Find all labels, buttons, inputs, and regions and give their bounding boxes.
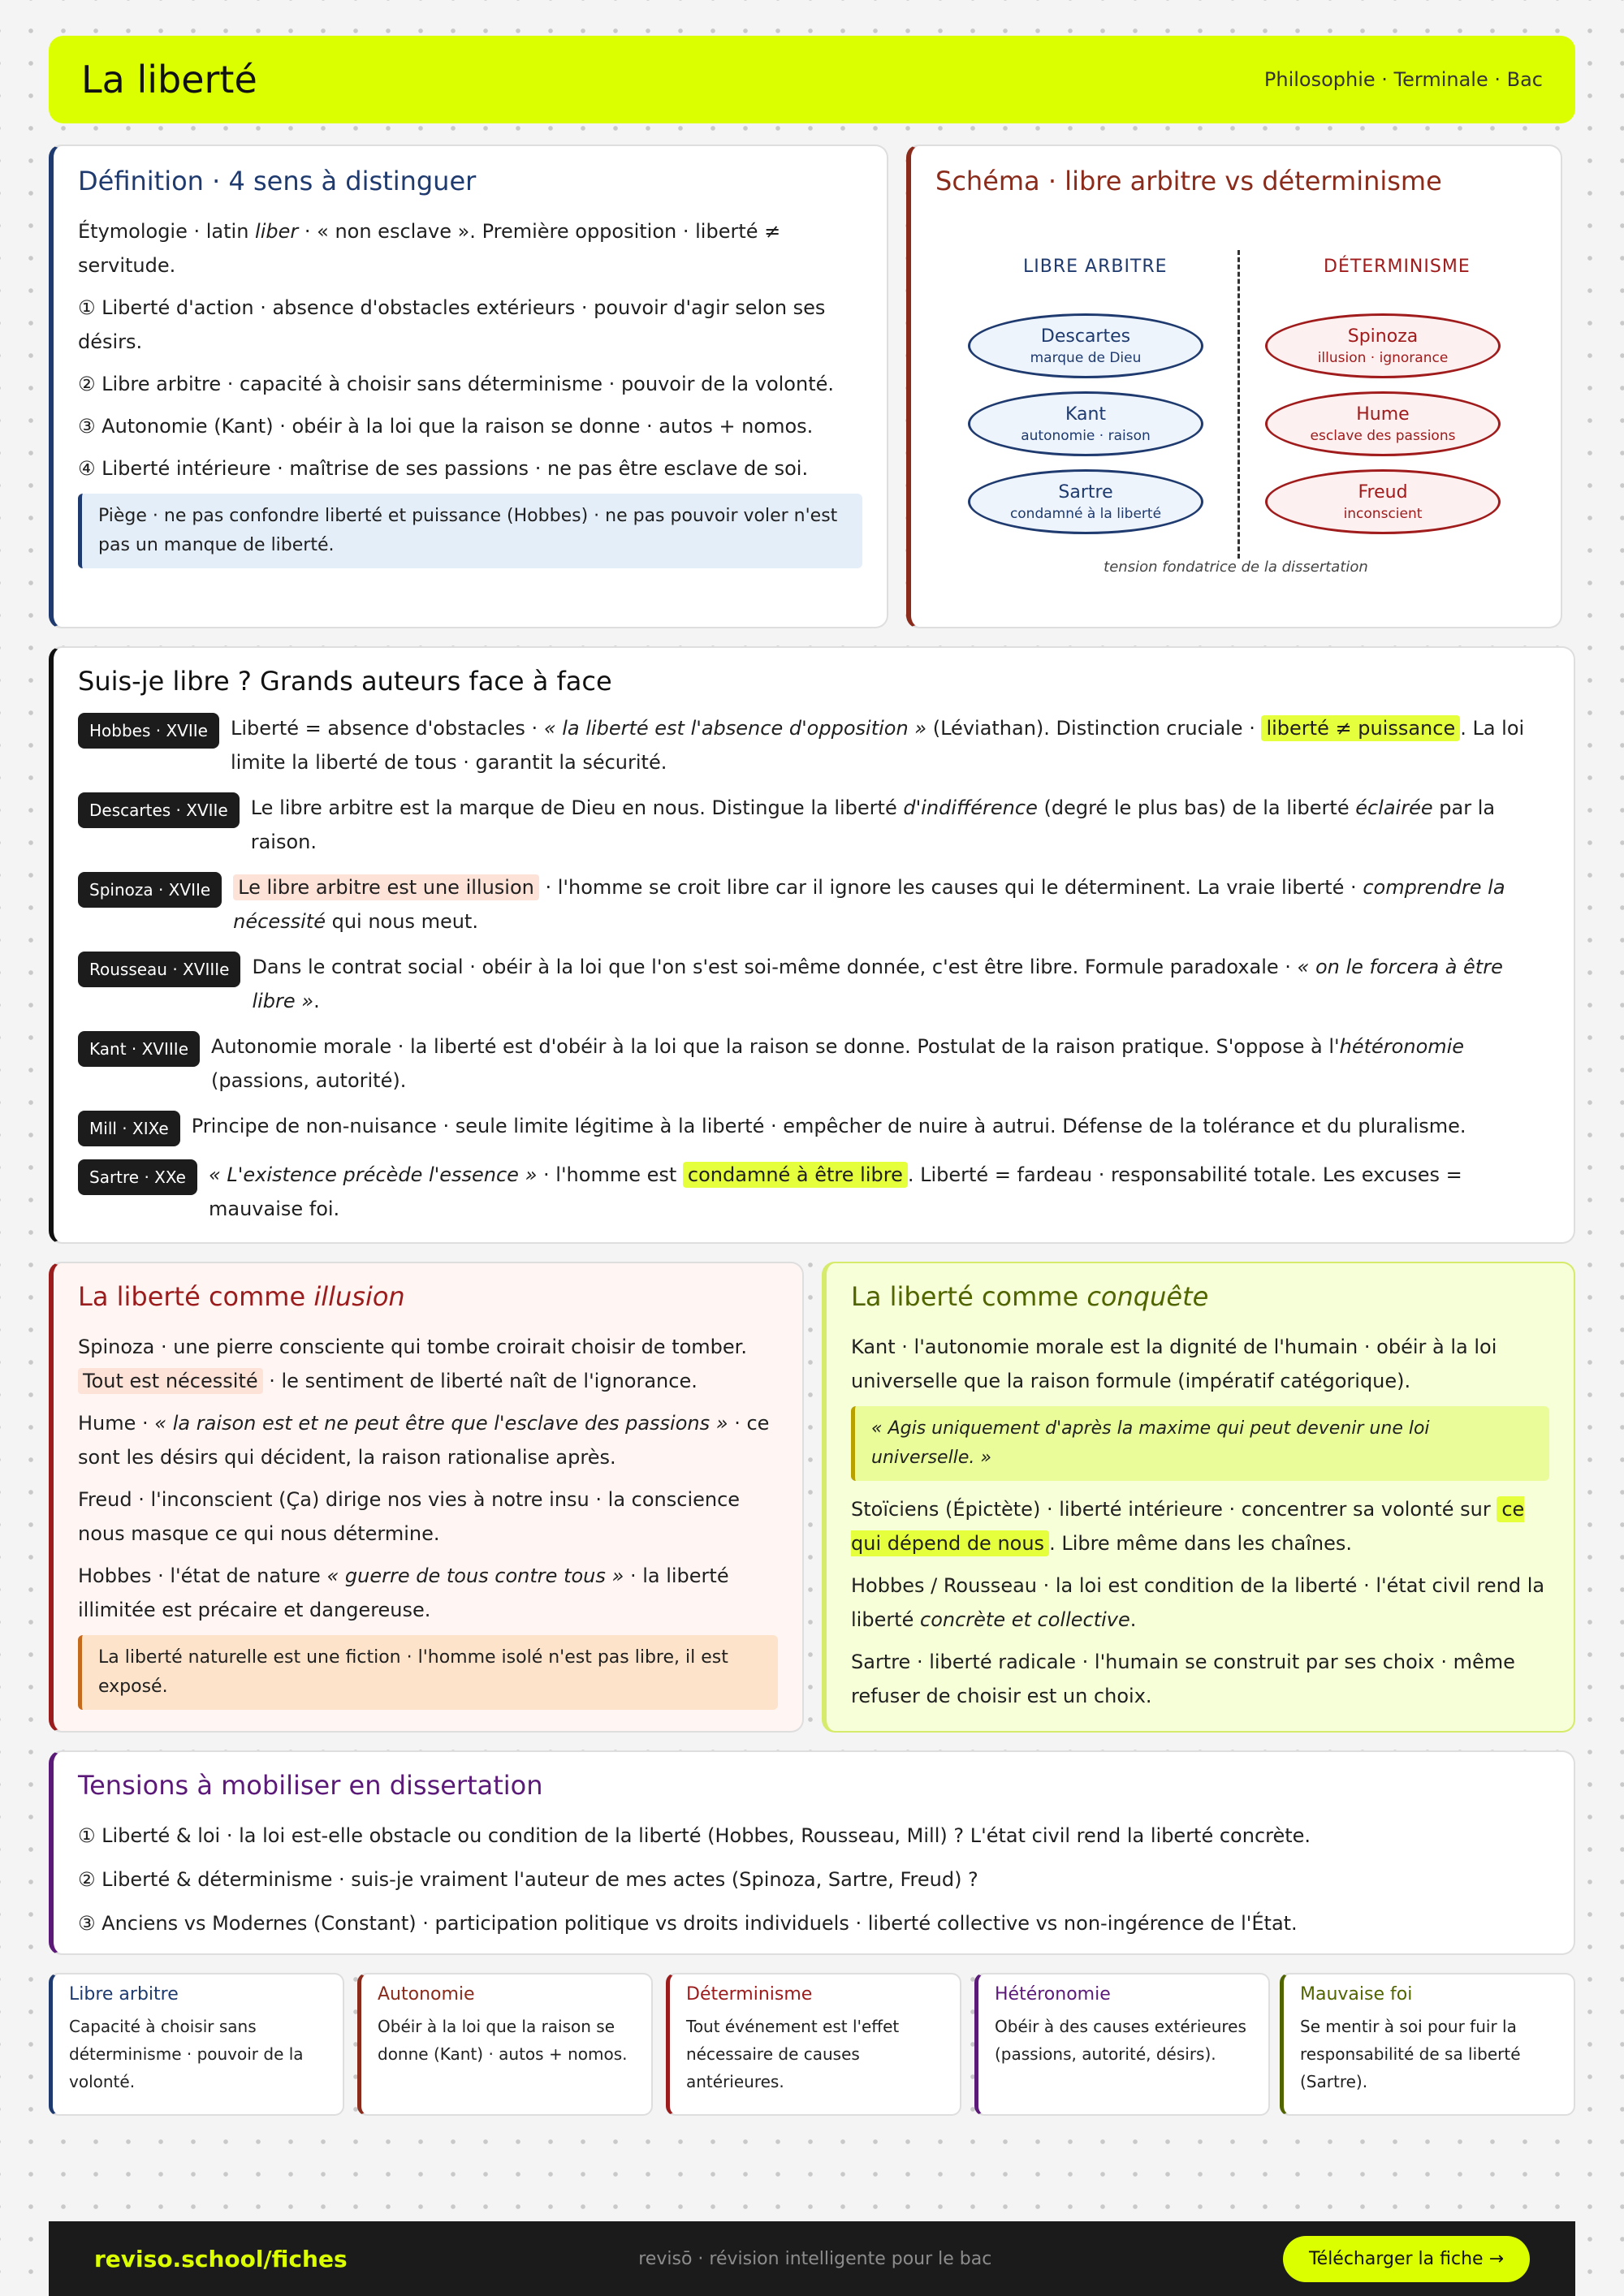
schema-node-spinoza: Spinoza illusion · ignorance [1265, 313, 1501, 378]
glossary-term: Libre arbitre [69, 1984, 179, 2005]
glossary-term: Autonomie [378, 1984, 475, 2005]
schema-right-title: DÉTERMINISME [1324, 257, 1471, 277]
tension-item: ② Liberté & déterminisme · suis-je vraiment l'auteur de mes actes (Spinoza, Sartre, Freud) ? [78, 1868, 978, 1891]
author-row-descartes: Descartes · XVIIe Le libre arbitre est la marque de Dieu en nous. Distingue la liberté d'indifférence (degré le plus bas) de la liberté éclairée par la raison. [78, 791, 1549, 859]
illusion-hobbes: Hobbes · l'état de nature « guerre de tous contre tous » · la liberté illimitée est précaire et dangereuse. [78, 1564, 729, 1621]
author-row-kant: Kant · XVIIIe Autonomie morale · la liberté est d'obéir à la loi que la raison se donne. Postulat de la raison pratique. S'oppose à l'hétéronomie (passions, autorité). [78, 1029, 1549, 1098]
definition-item: ③ Autonomie (Kant) · obéir à la loi que la raison se donne · autos + nomos. [78, 415, 814, 438]
tensions-title: Tensions à mobiliser en dissertation [78, 1770, 543, 1801]
authors-card [49, 646, 1575, 1244]
glossary-card-determinisme [666, 1973, 961, 2116]
author-badge: Spinoza · XVIIe [78, 872, 222, 908]
glossary-card-heteronomie [974, 1973, 1270, 2116]
download-button[interactable]: Télécharger la fiche → [1283, 2236, 1530, 2282]
page-title: La liberté [81, 58, 257, 101]
glossary-card-autonomie [357, 1973, 653, 2116]
kant-quote: « Agis uniquement d'après la maxime qui peut devenir une loi universelle. » [851, 1406, 1549, 1481]
author-badge: Mill · XIXe [78, 1111, 180, 1146]
tension-item: ③ Anciens vs Modernes (Constant) · participation politique vs droits individuels · liberté collective vs non-ingérence de l'État. [78, 1912, 1298, 1935]
etymology-line: Étymologie · latin liber · « non esclave ». Première opposition · liberté ≠ servitude. [78, 220, 781, 277]
trap-callout: Piège · ne pas confondre liberté et puissance (Hobbes) · ne pas pouvoir voler n'est pas un manque de liberté. [78, 494, 862, 568]
conquete-sartre: Sartre · liberté radicale · l'humain se construit par ses choix · même refuser de choisir est un choix. [851, 1651, 1515, 1707]
tensions-card [49, 1750, 1575, 1955]
author-row-mill: Mill · XIXe Principe de non-nuisance · seule limite légitime à la liberté · empêcher de nuire à autrui. Défense de la tolérance et du pluralisme. [78, 1109, 1549, 1146]
author-row-sartre: Sartre · XXe « L'existence précède l'essence » · l'homme est condamné à être libre . Liberté = fardeau · responsabilité totale. Les excuses = mauvaise foi. [78, 1158, 1549, 1226]
glossary-definition: Tout événement est l'effet nécessaire de causes antérieures. [686, 2017, 900, 2091]
author-badge: Rousseau · XVIIIe [78, 952, 240, 987]
conquete-card [822, 1262, 1575, 1733]
schema-left-title: LIBRE ARBITRE [1023, 257, 1168, 277]
schema-node-hume: Hume esclave des passions [1265, 391, 1501, 456]
definition-card [49, 145, 888, 628]
glossary-card-mauvaise-foi [1280, 1973, 1575, 2116]
glossary-definition: Se mentir à soi pour fuir la responsabilité de sa liberté (Sartre). [1300, 2017, 1521, 2091]
illusion-card [49, 1262, 804, 1733]
highlight: ce qui dépend de nous [851, 1498, 1525, 1555]
page-footer [49, 2221, 1575, 2296]
tension-item: ① Liberté & loi · la loi est-elle obstacle ou condition de la liberté (Hobbes, Rousseau, Mill) ? L'état civil rend la liberté concrète. [78, 1824, 1311, 1847]
author-badge: Kant · XVIIIe [78, 1031, 200, 1067]
author-row-spinoza: Spinoza · XVIIe Le libre arbitre est une illusion · l'homme se croit libre car il ignore les causes qui le déterminent. La vraie liberté · comprendre la nécessité qui nous meut. [78, 870, 1549, 939]
illusion-hume: Hume · « la raison est et ne peut être que l'esclave des passions » · ce sont les désirs qui décident, la raison rationalise après. [78, 1412, 770, 1469]
author-row-hobbes: Hobbes · XVIIe Liberté = absence d'obstacles · « la liberté est l'absence d'opposition » (Léviathan). Distinction cruciale · liberté ≠ puissance . La loi limite la liberté de tous · garantit la sécurité. [78, 711, 1549, 779]
definition-item: ① Liberté d'action · absence d'obstacles extérieurs · pouvoir d'agir selon ses désirs. [78, 296, 826, 353]
glossary-term: Déterminisme [686, 1984, 813, 2005]
schema-caption: tension fondatrice de la dissertation [1104, 559, 1368, 576]
schema-card [906, 145, 1562, 628]
author-badge: Hobbes · XVIIe [78, 713, 219, 749]
highlight: condamné à être libre [683, 1162, 908, 1188]
author-row-rousseau: Rousseau · XVIIIe Dans le contrat social · obéir à la loi que l'on s'est soi-même donnée, c'est être libre. Formule paradoxale · « on le forcera à être libre ». [78, 950, 1549, 1018]
conquete-title: La liberté comme conquête [851, 1281, 1209, 1312]
footer-tagline: revisō · révision intelligente pour le bac [638, 2248, 992, 2269]
highlight: Le libre arbitre est une illusion [233, 874, 539, 900]
authors-title: Suis-je libre ? Grands auteurs face à face [78, 666, 612, 697]
author-badge: Descartes · XVIIe [78, 792, 240, 828]
page-header [49, 36, 1575, 123]
latin-word: liber [255, 220, 299, 243]
illusion-spinoza: Spinoza · une pierre consciente qui tombe croirait choisir de tomber. Tout est nécessité · le sentiment de liberté naît de l'ignorance. [78, 1336, 747, 1392]
author-badge: Sartre · XXe [78, 1159, 197, 1195]
highlight: liberté ≠ puissance [1261, 715, 1460, 741]
definition-title: Définition · 4 sens à distinguer [78, 166, 477, 196]
schema-node-freud: Freud inconscient [1265, 469, 1501, 534]
glossary-definition: Obéir à des causes extérieures (passions, autorité, désirs). [995, 2017, 1246, 2064]
schema-node-kant: Kant autonomie · raison [968, 391, 1203, 456]
conquete-hobbes-rousseau: Hobbes / Rousseau · la loi est condition de la liberté · l'état civil rend la liberté concrète et collective. [851, 1574, 1545, 1631]
highlight: Tout est nécessité [78, 1368, 263, 1394]
footer-brand-link[interactable]: reviso.school/fiches [94, 2245, 348, 2272]
page-meta: Philosophie · Terminale · Bac [1263, 68, 1543, 91]
schema-node-descartes: Descartes marque de Dieu [968, 313, 1203, 378]
illusion-callout: La liberté naturelle est une fiction · l'homme isolé n'est pas libre, il est exposé. [78, 1635, 778, 1710]
definition-item: ② Libre arbitre · capacité à choisir sans déterminisme · pouvoir de la volonté. [78, 373, 835, 395]
schema-divider [1237, 250, 1240, 559]
glossary-definition: Capacité à choisir sans déterminisme · pouvoir de la volonté. [69, 2017, 304, 2091]
schema-node-sartre: Sartre condamné à la liberté [968, 469, 1203, 534]
glossary-term: Hétéronomie [995, 1984, 1111, 2005]
schema-title: Schéma · libre arbitre vs déterminisme [935, 166, 1442, 196]
illusion-freud: Freud · l'inconscient (Ça) dirige nos vies à notre insu · la conscience nous masque ce qui nous détermine. [78, 1488, 741, 1545]
illusion-title: La liberté comme illusion [78, 1281, 405, 1312]
glossary-definition: Obéir à la loi que la raison se donne (Kant) · autos + nomos. [378, 2017, 628, 2064]
glossary-card-libre-arbitre [49, 1973, 344, 2116]
conquete-kant: Kant · l'autonomie morale est la dignité de l'humain · obéir à la loi universelle que la raison formule (impératif catégorique). [851, 1336, 1497, 1392]
glossary-term: Mauvaise foi [1300, 1984, 1413, 2005]
definition-item: ④ Liberté intérieure · maîtrise de ses passions · ne pas être esclave de soi. [78, 457, 809, 480]
conquete-stoiciens: Stoïciens (Épictète) · liberté intérieure · concentrer sa volonté sur ce qui dépend de nous . Libre même dans les chaînes. [851, 1498, 1525, 1555]
